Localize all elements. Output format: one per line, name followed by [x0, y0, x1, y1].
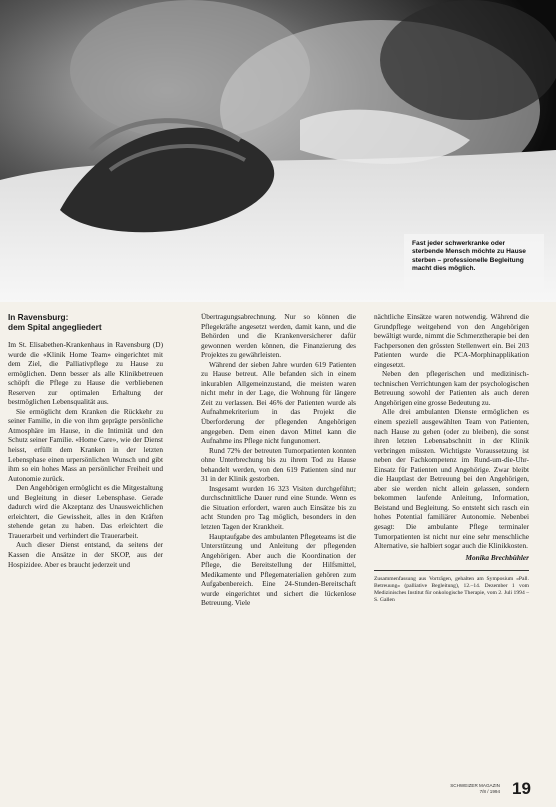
footnote-divider	[374, 570, 529, 571]
hero-photo	[0, 0, 556, 302]
paragraph: Insgesamt wurden 16 323 Visiten durchgeführt; durchschnittliche Dauer rund eine Stunde. Wenn es die Situation erfordert, waren auch Einsätze bis zu acht Stunden pro Tag möglich, besonders in den letzten Tagen der Krankheit.	[201, 483, 356, 532]
article-column-3	[374, 312, 529, 604]
article-column-1	[8, 312, 163, 569]
photo-caption: Fast jeder schwerkranke oder sterbende Mensch möchte zu Hause sterben – professionelle Begleitung macht dies möglich.	[412, 240, 526, 273]
magazine-source	[440, 783, 500, 795]
paragraph: Auch dieser Dienst entstand, da seitens der Kassen die Ansätze in der SKOP, aus der Hospizidee. Aber es braucht jederzeit und	[8, 540, 163, 569]
author-signature: Monika Brechbühler	[465, 552, 529, 562]
paragraph: nächtliche Einsätze waren notwendig. Während die Grundpflege weitgehend von den Angehörigen bewältigt wurde, nimmt die Schmerztherapie bei den Fachpersonen den grössten Stellenwert ein. Bei 203 Patienten wurde die PCA-Morphinapplikation eingesetzt.	[374, 312, 529, 369]
paragraph: Rund 72% der betreuten Tumorpatienten konnten ohne Unterbrechung bis zu ihrem Tod zu Hause behandelt werden, von den 619 Patienten sind nur 31 in der Klinik gestorben.	[201, 445, 356, 484]
article-column-2	[201, 312, 356, 608]
footnote: Zusammenfassung aus Vorträgen, gehalten am Symposium «Pall. Betreuung» (palliative Begleitung), 12.–14. Dezember 1 vom Medizinisches Institut für onkologische Therapie, vom 2. Juli 1994 – S. Gallen	[374, 576, 529, 604]
source-line-2: 7/8 / 1994	[479, 788, 500, 794]
article-subhead	[8, 312, 163, 332]
subhead-line-2: dem Spital angegliedert	[8, 322, 102, 332]
paragraph: Im St. Elisabethen-Krankenhaus in Ravensburg (D) wurde die «Klinik Home Team» eingerichtet mit dem Ziel, die Palliativpflege zu Hause zu ermöglichen. Denn besser als alle Klinikbetreuen schöpft die Pflege zu Hause die verbliebenen Reserven zur optimalen Erhaltung der bestmöglichen Lebensqualität aus.	[8, 340, 163, 407]
page-number: 19	[512, 779, 531, 798]
paragraph: Alle drei ambulanten Dienste ermöglichen es einem speziell ausgewählten Team von Patienten, nach Hause zu gehen (oder zu bleiben), die sonst ihren letzten Lebensabschnitt in der Klinik verbringen müssten. Wichtigste Voraussetzung ist neben der Fachkompetenz im Rund-um-die-Uhr-Einsatz für Patienten und Angehörige. Zwar bleibt die Hauptlast der Betreuung bei den Angehörigen, aber sie werden nicht allein gelassen, sondern bekommen laufende Anleitung, Information, Beistand und Begleitung. So entsteht sich rasch ein hohes Potential familiärer Autonomie. Nebenbei gesagt: Die ambulante Pflege terminaler Tumorpatienten ist nicht nur eine sehr menschliche Alternative, sie halbiert sogar auch die Klinikkosten.	[374, 407, 529, 551]
paragraph: Hauptaufgabe des ambulanten Pflegeteams ist die Unterstützung und Anleitung der pflegenden Angehörigen. Aber auch die Koordination der Pflege, die Bereitstellung der Hilfsmittel, Medikamente und Pflegematerialien gehören zum Aufgabenbereich. Eine 24-Stunden-Bereitschaft wurde eingerichtet und sichert die lückenlose Betreuung. Viele	[201, 531, 356, 608]
subhead-line-1: In Ravensburg:	[8, 312, 69, 322]
paragraph: Während der sieben Jahre wurden 619 Patienten zu Hause betreut. Alle befanden sich in einem inkurablen Allgemeinzustand, die meisten waren nicht mehr in der Lage, die Wohnung für längere Zeit zu verlassen. Bei 46% der Patienten wurde als Aufnahmekriterium in das Projekt die Überforderung der pflegenden Angehörigen angegeben. Dem einen davon Mittel kann die Aufnahme ins Pflege nicht fungunomert.	[201, 359, 356, 446]
paragraph: Übertragungsabrechnung. Nur so können die Pflegekräfte angesetzt werden, damit kann, und die Behörden und die Krankenversicherer dafür gewonnen werden können, die Finanzierung des Projektes zu gewährleisten.	[201, 312, 356, 360]
paragraph: Sie ermöglicht dem Kranken die Rückkehr zu seiner Familie, in die von ihm geprägte persönliche Atmosphäre im Hause, in die Intimität und den Schutz seiner Familie. «Home Care», wie der Dienst heisst, erfüllt dem Kranken in der letzten Lebensphase einen urpersönlichen Wunsch und gibt ihm so ein hohes Mass an persönlicher Freiheit und Autonomie zurück.	[8, 406, 163, 483]
paragraph: Neben den pflegerischen und medizinisch-technischen Verrichtungen kam der psychologischen Betreuung sowohl der Patienten als auch deren Angehörigen eine grosse Bedeutung zu.	[374, 369, 529, 407]
paragraph: Den Angehörigen ermöglicht es die Mitgestaltung und Begleitung in dieser Lebensphase. Gerade dadurch wird die Akzeptanz des Unausweichlichen erleichtert, die Gewissheit, alles in den Kräften stehende getan zu haben. Das erleichtert die Trauerarbeit und verhindert die Trauerarbeit.	[8, 483, 163, 540]
source-line-1: SCHWEIZER MAGAZIN	[450, 783, 500, 788]
